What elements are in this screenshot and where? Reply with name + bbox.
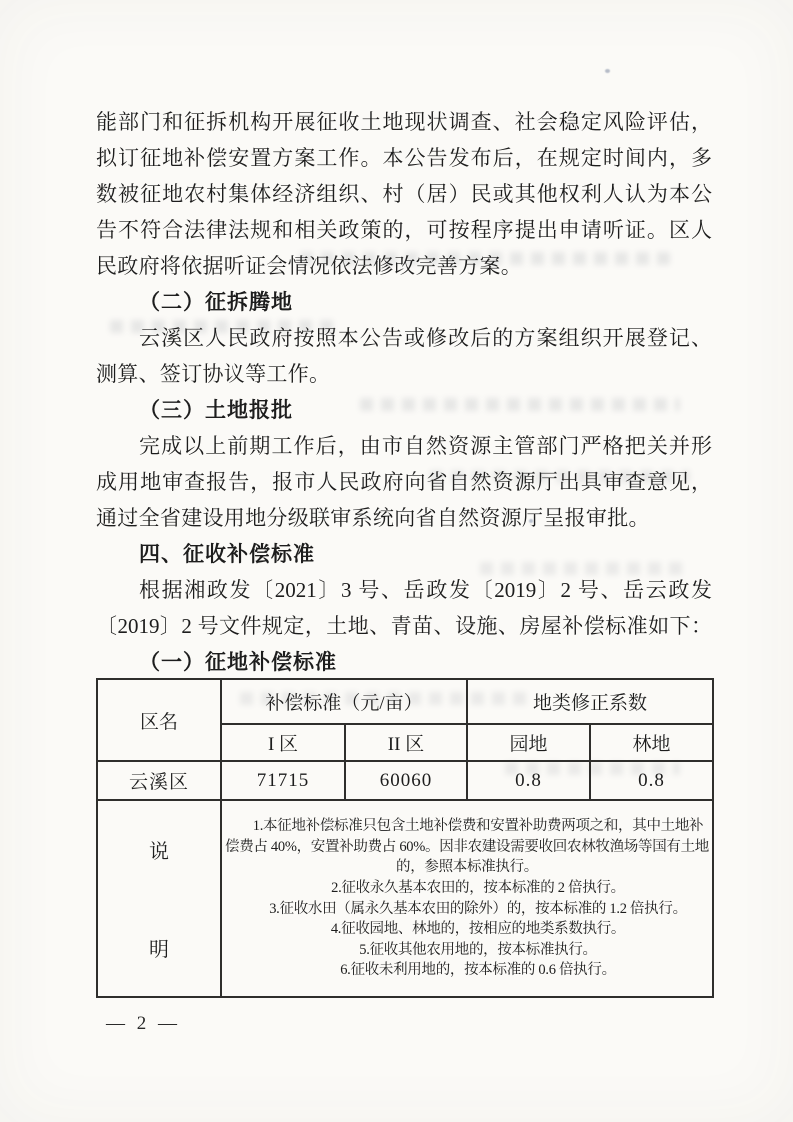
compensation-standard-table xyxy=(96,678,714,998)
table-header-zone-1: I 区 xyxy=(221,724,345,761)
table-cell-garden-coefficient: 0.8 xyxy=(467,761,590,800)
subsection-heading-1-land-compensation-standard: （一）征地补偿标准 xyxy=(139,650,337,674)
page-number: — 2 — xyxy=(106,1013,177,1034)
table-note-line: 偿费占 40%，安置补助费占 60%。因非农建设需要收回农林牧渔场等国有土地 xyxy=(225,838,710,855)
table-header-forest-land: 林地 xyxy=(590,724,713,761)
body-text-line: 拟订征地补偿安置方案工作。本公告发布后，在规定时间内，多 xyxy=(96,146,712,170)
table-note-line: 的，参照本标准执行。 xyxy=(396,859,538,876)
body-text-line: 告不符合法律法规和相关政策的，可按程序提出申请听证。区人 xyxy=(96,218,712,242)
table-note-line: 3.征收水田（属永久基本农田的除外）的，按本标准的 1.2 倍执行。 xyxy=(269,900,687,917)
section-heading-4-compensation-standards: 四、征收补偿标准 xyxy=(139,542,315,566)
table-header-land-class-coefficient: 地类修正系数 xyxy=(467,679,713,724)
table-notes-label-cell xyxy=(97,800,221,997)
ink-speck xyxy=(605,69,610,73)
table-note-line: 1.本征地补偿标准只包含土地补偿费和安置补助费两项之和，其中土地补 xyxy=(252,818,704,835)
body-text-line: 云溪区人民政府按照本公告或修改后的方案组织开展登记、 xyxy=(139,326,712,350)
body-text-line: 数被征地农村集体经济组织、村（居）民或其他权利人认为本公 xyxy=(96,182,712,206)
body-text-line: 完成以上前期工作后，由市自然资源主管部门严格把关并形 xyxy=(139,434,712,458)
table-header-compensation-standard: 补偿标准（元/亩） xyxy=(221,679,467,724)
table-header-garden-land: 园地 xyxy=(467,724,590,761)
table-header-region-name: 区名 xyxy=(97,679,221,761)
body-text-line: 民政府将依据听证会情况依法修改完善方案。 xyxy=(96,254,522,278)
table-cell-forest-coefficient: 0.8 xyxy=(590,761,713,800)
table-note-line: 2.征收永久基本农田的，按本标准的 2 倍执行。 xyxy=(331,879,625,896)
document-content xyxy=(96,104,712,1035)
subsection-heading-3-land-approval: （三）土地报批 xyxy=(139,398,293,422)
table-note-line: 6.征收未利用地的，按本标准的 0.6 倍执行。 xyxy=(340,962,616,979)
subsection-heading-2-land-clearing: （二）征拆腾地 xyxy=(139,290,293,314)
body-text-line: 成用地审查报告，报市人民政府向省自然资源厅出具审查意见， xyxy=(96,470,712,494)
table-cell-zone2-value: 60060 xyxy=(345,761,467,800)
table-cell-zone1-value: 71715 xyxy=(221,761,345,800)
notes-label-char-shuo: 说 xyxy=(149,841,169,864)
body-text-line: 测算、签订协议等工作。 xyxy=(96,362,331,386)
table-notes-cell xyxy=(221,800,713,997)
body-text-line: 能部门和征拆机构开展征收土地现状调查、社会稳定风险评估， xyxy=(96,110,712,134)
table-note-line: 4.征收园地、林地的，按相应的地类系数执行。 xyxy=(330,921,626,938)
table-header-zone-2: II 区 xyxy=(345,724,467,761)
body-text-line: 根据湘政发〔2021〕3 号、岳政发〔2019〕2 号、岳云政发 xyxy=(139,578,712,602)
body-text-line: 〔2019〕2 号文件规定，土地、青苗、设施、房屋补偿标准如下： xyxy=(96,614,712,638)
table-cell-region-yunxi: 云溪区 xyxy=(97,761,221,800)
notes-label-char-ming: 明 xyxy=(149,938,169,961)
table-note-line: 5.征收其他农用地的，按本标准执行。 xyxy=(359,941,597,958)
body-text-line: 通过全省建设用地分级联审系统向省自然资源厅呈报审批。 xyxy=(96,506,650,530)
